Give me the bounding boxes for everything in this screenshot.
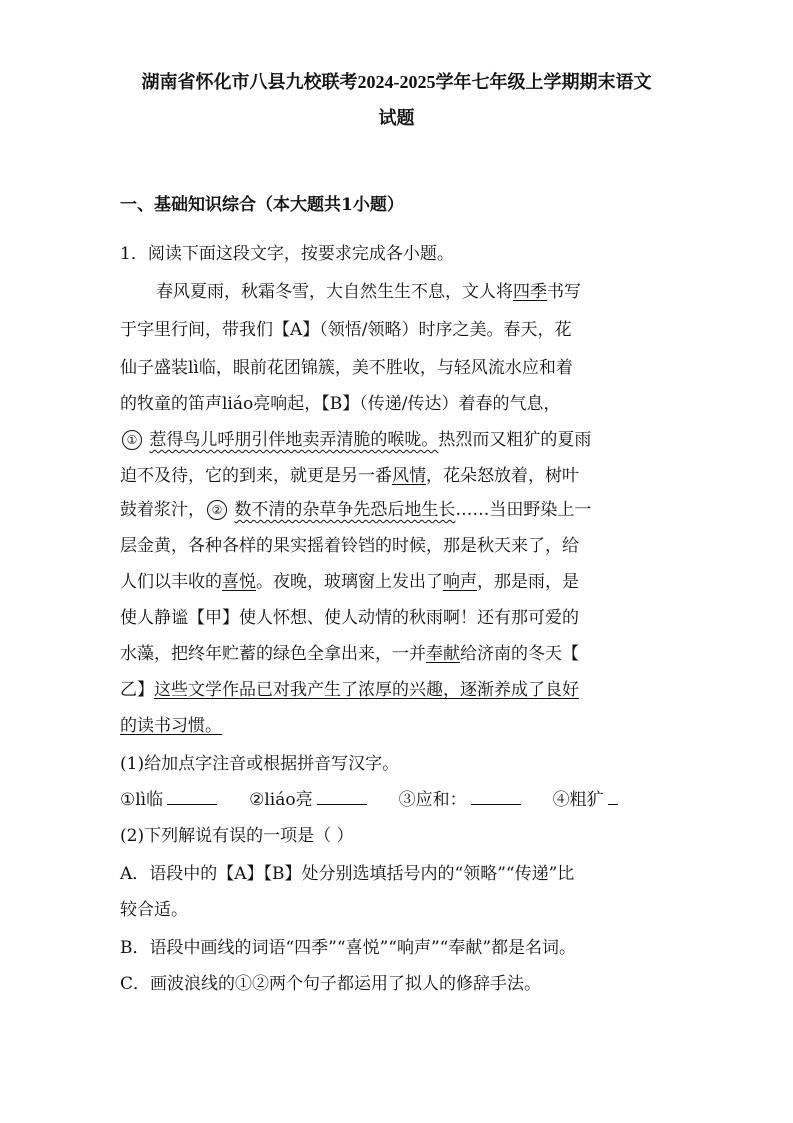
wavy-sentence-2: 数不清的杂草争先恐后地生长 [234, 500, 456, 520]
passage-line: 的牧童的笛声liáo亮响起，【B】（传递/传达）着春的气息， [120, 394, 561, 414]
wavy-sentence-1: 惹得鸟儿呼朋引伴地卖弄清脆的喉咙。 [149, 430, 439, 450]
passage-line: ① 惹得鸟儿呼朋引伴地卖弄清脆的喉咙。热烈而又粗犷的夏雨 [120, 428, 680, 452]
document-title-line1: 湖南省怀化市八县九校联考2024-2025学年七年级上学期期末语文 [141, 72, 652, 92]
option-a-line1: A．语段中的【A】【B】处分别选填括号内的“领略”“传递”比 [120, 864, 575, 884]
section-heading: 一、基础知识综合（本大题共1小题） [120, 195, 404, 215]
passage-line: 鼓着浆汁， ② 数不清的杂草争先恐后地生长……当田野染上一 [120, 500, 592, 520]
circle-number: ① [122, 430, 142, 450]
passage-line: 春风夏雨，秋霜冬雪，大自然生生不息，文人将四季书写 [156, 282, 581, 302]
circle-number: ② [207, 500, 227, 520]
sub-question-1: (1)给加点字注音或根据拼音写汉字。 [120, 754, 400, 774]
passage-line: 于字里行间，带我们【A】（领悟/领略）时序之美。春天，花 [120, 320, 572, 340]
document-title-line2: 试题 [378, 108, 415, 128]
option-b: B．语段中画线的词语“四季”“喜悦”“响声”“奉献”都是名词。 [120, 938, 577, 958]
sub-question-1-items: ①lì临 ②liáo亮 ③应和： ④粗犷 [120, 788, 680, 812]
passage-line: 水藻，把终年贮蓄的绿色全拿出来，一并奉献给济南的冬天【 [120, 644, 579, 664]
option-a-line2: 较合适。 [120, 900, 188, 920]
passage-line: 的读书习惯。 [120, 716, 222, 736]
passage-line: 乙】这些文学作品已对我产生了浓厚的兴趣，逐渐养成了良好 [120, 680, 579, 700]
passage-line: 迫不及待，它的到来，就更是另一番风情，花朵怒放着，树叶 [120, 466, 579, 486]
underlined-sentence: 这些文学作品已对我产生了浓厚的兴趣，逐渐养成了良好 [154, 680, 579, 700]
answer-blank[interactable] [471, 790, 521, 805]
question-stem: 1．阅读下面这段文字，按要求完成各小题。 [120, 244, 454, 264]
passage-line: 层金黄，各种各样的果实摇着铃铛的时候，那是秋天来了，给 [120, 536, 579, 556]
option-c: C．画波浪线的①②两个句子都运用了拟人的修辞手法。 [120, 974, 542, 994]
answer-blank[interactable] [167, 790, 217, 805]
answer-blank[interactable] [317, 790, 367, 805]
answer-blank[interactable] [608, 790, 618, 805]
passage-line: 人们以丰收的喜悦。夜晚，玻璃窗上发出了响声，那是雨，是 [120, 572, 579, 592]
passage-line: 仙子盛装lì临，眼前花团锦簇，美不胜收，与轻风流水应和着 [120, 358, 573, 378]
passage-line: 使人静谧【甲】使人怀想、使人动情的秋雨啊！还有那可爱的 [120, 608, 579, 628]
sub-question-2: (2)下列解说有误的一项是（ ） [120, 826, 354, 846]
